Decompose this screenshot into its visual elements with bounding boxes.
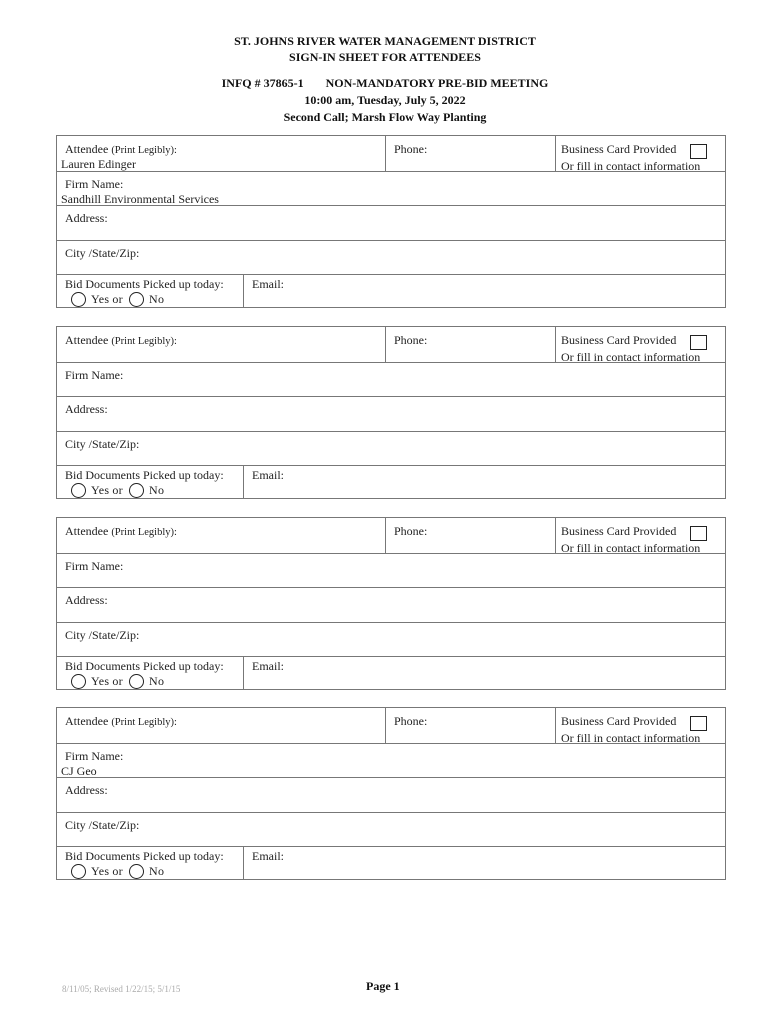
phone-label: Phone: <box>394 333 428 347</box>
revision-note: 8/11/05; Revised 1/22/15; 5/1/15 <box>62 984 181 994</box>
address-label: Address: <box>65 593 108 607</box>
yes-label: Yes <box>91 863 110 878</box>
firm-name-field[interactable] <box>57 743 725 778</box>
sheet-title: SIGN-IN SHEET FOR ATTENDEES <box>289 50 481 64</box>
city-state-zip-field[interactable] <box>57 622 725 657</box>
yes-label: Yes <box>91 482 110 497</box>
attendee-label: Attendee <box>65 714 109 728</box>
bid-documents-cell <box>57 465 244 499</box>
page-number: Page 1 <box>366 979 400 993</box>
business-card-checkbox[interactable] <box>690 144 707 159</box>
firm-name-field[interactable] <box>57 362 725 397</box>
no-radio[interactable] <box>129 864 144 879</box>
bid-documents-label: Bid Documents Picked up today: <box>65 277 224 291</box>
or-label: or <box>112 673 123 688</box>
business-card-cell <box>556 327 726 362</box>
attendee-field[interactable] <box>57 708 386 743</box>
attendee-block-1 <box>56 135 726 308</box>
firm-name-value: Sandhill Environmental Services <box>61 192 219 206</box>
bid-documents-cell <box>57 846 244 880</box>
attendee-field[interactable] <box>57 518 386 553</box>
business-card-checkbox[interactable] <box>690 526 707 541</box>
business-card-label: Business Card Provided <box>561 142 677 156</box>
yes-radio[interactable] <box>71 292 86 307</box>
address-label: Address: <box>65 211 108 225</box>
no-label: No <box>148 291 165 306</box>
fill-contact-note: Or fill in contact information <box>561 159 701 173</box>
print-legibly-note: (Print Legibly): <box>111 336 177 347</box>
no-label: No <box>148 863 165 878</box>
print-legibly-note: (Print Legibly): <box>111 145 177 156</box>
email-field[interactable] <box>244 465 726 499</box>
no-radio[interactable] <box>129 292 144 307</box>
email-field[interactable] <box>244 846 726 880</box>
firm-name-label: Firm Name: <box>65 559 124 573</box>
city-state-zip-label: City /State/Zip: <box>65 437 140 451</box>
or-label: or <box>112 863 123 878</box>
no-label: No <box>148 482 165 497</box>
phone-label: Phone: <box>394 524 428 538</box>
email-label: Email: <box>252 277 284 291</box>
no-label: No <box>148 673 165 688</box>
attendee-name: Lauren Edinger <box>61 157 136 171</box>
fill-contact-note: Or fill in contact information <box>561 731 701 745</box>
address-field[interactable] <box>57 587 725 623</box>
email-label: Email: <box>252 849 284 863</box>
phone-field[interactable] <box>386 327 556 362</box>
city-state-zip-label: City /State/Zip: <box>65 628 140 642</box>
business-card-cell <box>556 518 726 553</box>
yes-radio[interactable] <box>71 674 86 689</box>
business-card-checkbox[interactable] <box>690 716 707 731</box>
attendee-field[interactable] <box>57 327 386 362</box>
no-radio[interactable] <box>129 674 144 689</box>
district-title: ST. JOHNS RIVER WATER MANAGEMENT DISTRICT <box>234 34 536 48</box>
or-label: or <box>112 482 123 497</box>
or-label: or <box>112 291 123 306</box>
address-field[interactable] <box>57 777 725 813</box>
print-legibly-note: (Print Legibly): <box>111 717 177 728</box>
city-state-zip-label: City /State/Zip: <box>65 818 140 832</box>
attendee-label: Attendee <box>65 333 109 347</box>
firm-name-value: CJ Geo <box>61 764 97 778</box>
bid-documents-cell <box>57 656 244 690</box>
email-label: Email: <box>252 659 284 673</box>
attendee-label: Attendee <box>65 524 109 538</box>
yes-radio[interactable] <box>71 864 86 879</box>
firm-name-field[interactable] <box>57 553 725 588</box>
bid-documents-cell <box>57 274 244 308</box>
phone-label: Phone: <box>394 714 428 728</box>
business-card-label: Business Card Provided <box>561 714 677 728</box>
city-state-zip-field[interactable] <box>57 431 725 466</box>
phone-field[interactable] <box>386 518 556 553</box>
print-legibly-note: (Print Legibly): <box>111 527 177 538</box>
business-card-label: Business Card Provided <box>561 333 677 347</box>
attendee-label: Attendee <box>65 142 109 156</box>
address-field[interactable] <box>57 396 725 432</box>
attendee-block-2 <box>56 326 726 499</box>
address-label: Address: <box>65 783 108 797</box>
firm-name-label: Firm Name: <box>65 368 124 382</box>
fill-contact-note: Or fill in contact information <box>561 541 701 555</box>
email-field[interactable] <box>244 274 726 308</box>
firm-name-field[interactable] <box>57 171 725 206</box>
business-card-label: Business Card Provided <box>561 524 677 538</box>
info-number: INFQ # 37865-1 <box>221 76 304 90</box>
business-card-cell <box>556 136 726 171</box>
bid-documents-label: Bid Documents Picked up today: <box>65 659 224 673</box>
meeting-line <box>0 76 770 91</box>
meeting-datetime: 10:00 am, Tuesday, July 5, 2022 <box>304 93 466 107</box>
project-name: Second Call; Marsh Flow Way Planting <box>283 110 487 124</box>
yes-radio[interactable] <box>71 483 86 498</box>
firm-name-label: Firm Name: <box>65 749 124 763</box>
address-field[interactable] <box>57 205 725 241</box>
bid-documents-label: Bid Documents Picked up today: <box>65 468 224 482</box>
firm-name-label: Firm Name: <box>65 177 124 191</box>
bid-documents-label: Bid Documents Picked up today: <box>65 849 224 863</box>
city-state-zip-field[interactable] <box>57 812 725 847</box>
yes-label: Yes <box>91 291 110 306</box>
attendee-field[interactable] <box>57 136 386 171</box>
email-label: Email: <box>252 468 284 482</box>
meeting-type: NON-MANDATORY PRE-BID MEETING <box>325 76 549 90</box>
email-field[interactable] <box>244 656 726 690</box>
no-radio[interactable] <box>129 483 144 498</box>
fill-contact-note: Or fill in contact information <box>561 350 701 364</box>
phone-label: Phone: <box>394 142 428 156</box>
attendee-block-4 <box>56 707 726 880</box>
yes-label: Yes <box>91 673 110 688</box>
city-state-zip-label: City /State/Zip: <box>65 246 140 260</box>
business-card-checkbox[interactable] <box>690 335 707 350</box>
attendee-block-3 <box>56 517 726 690</box>
city-state-zip-field[interactable] <box>57 240 725 275</box>
address-label: Address: <box>65 402 108 416</box>
phone-field[interactable] <box>386 708 556 743</box>
business-card-cell <box>556 708 726 743</box>
phone-field[interactable] <box>386 136 556 171</box>
